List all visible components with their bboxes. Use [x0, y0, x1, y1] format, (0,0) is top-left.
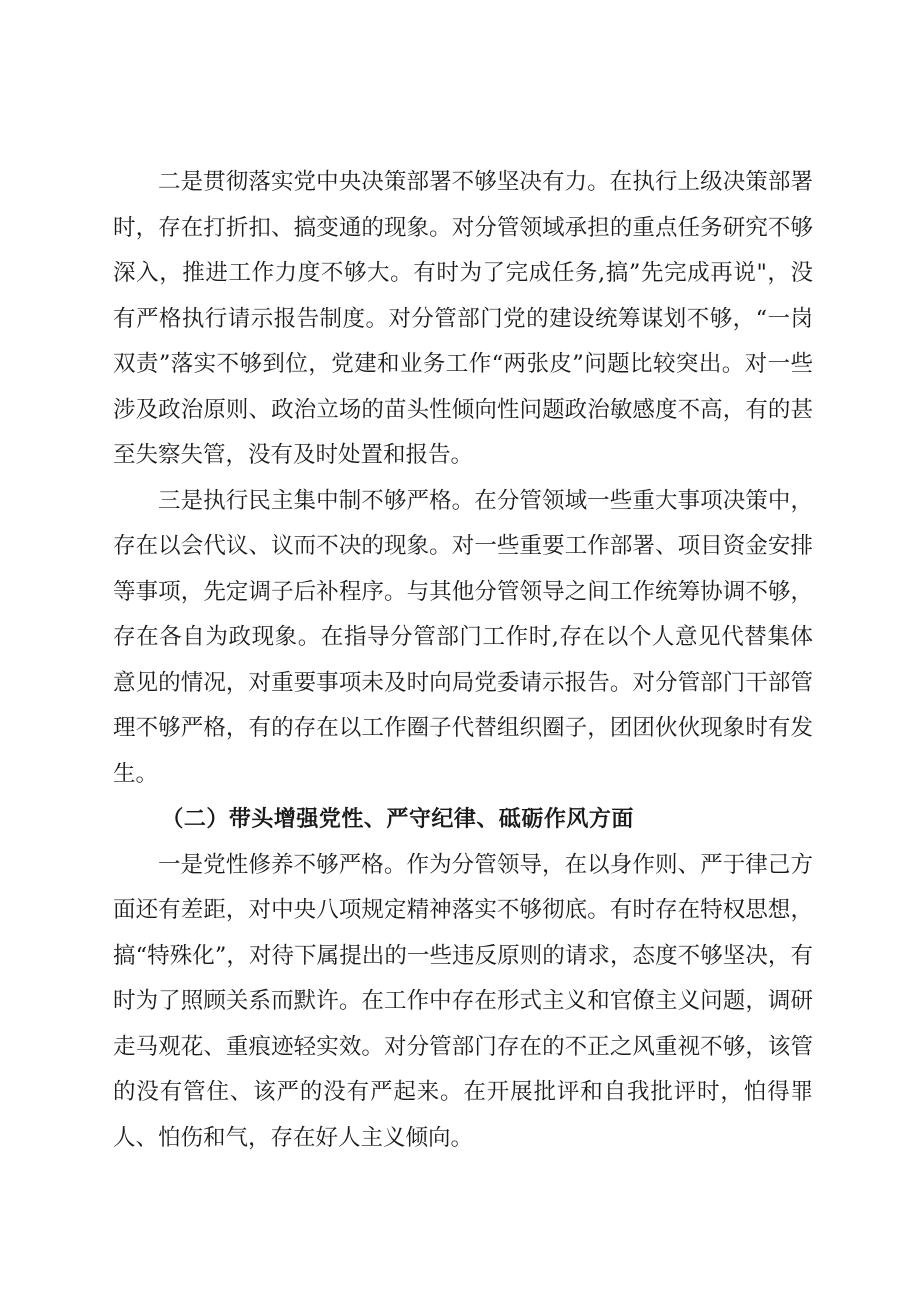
- document-body: [113, 160, 813, 1161]
- paragraph-implementation: 二是贯彻落实党中央决策部署不够坚决有力。在执行上级决策部署时，存在打折扣、搞变通的现象。对分管领域承担的重点任务研究不够深入，推进工作力度不够大。有时为了完成任务,搞”先完成再说"，没有严格执行请示报告制度。对分管部门党的建设统筹谋划不够，“一岗双责”落实不够到位，党建和业务工作“两张皮”问题比较突出。对一些涉及政治原则、政治立场的苗头性倾向性问题政治敏感度不高，有的甚至失察失管，没有及时处置和报告。: [113, 169, 813, 468]
- section-heading: （二）带头增强党性、严守纪律、砥砺作风方面: [161, 807, 634, 832]
- paragraph-democratic-centralism: 三是执行民主集中制不够严格。在分管领域一些重大事项决策中，存在以会代议、议而不决的现象。对一些重要工作部署、项目资金安排等事项，先定调子后补程序。与其他分管领导之间工作统筹协调不够，存在各自为政现象。在指导分管部门工作时,存在以个人意见代替集体意见的情况，对重要事项未及时向局党委请示报告。对分管部门干部管理不够严格，有的存在以工作圈子代替组织圈子，团团伙伙现象时有发生。: [113, 487, 813, 787]
- paragraph-party-spirit: 一是党性修养不够严格。作为分管领导，在以身作则、严于律己方面还有差距，对中央八项规定精神落实不够彻底。有时存在特权思想，搞“特殊化”，对待下属提出的一些违反原则的请求，态度不够坚决，有时为了照顾关系而默许。在工作中存在形式主义和官僚主义问题，调研走马观花、重痕迹轻实效。对分管部门存在的不正之风重视不够，该管的没有管住、该严的没有严起来。在开展批评和自我批评时，怕得罪人、怕伤和气，存在好人主义倾向。: [113, 851, 813, 1151]
